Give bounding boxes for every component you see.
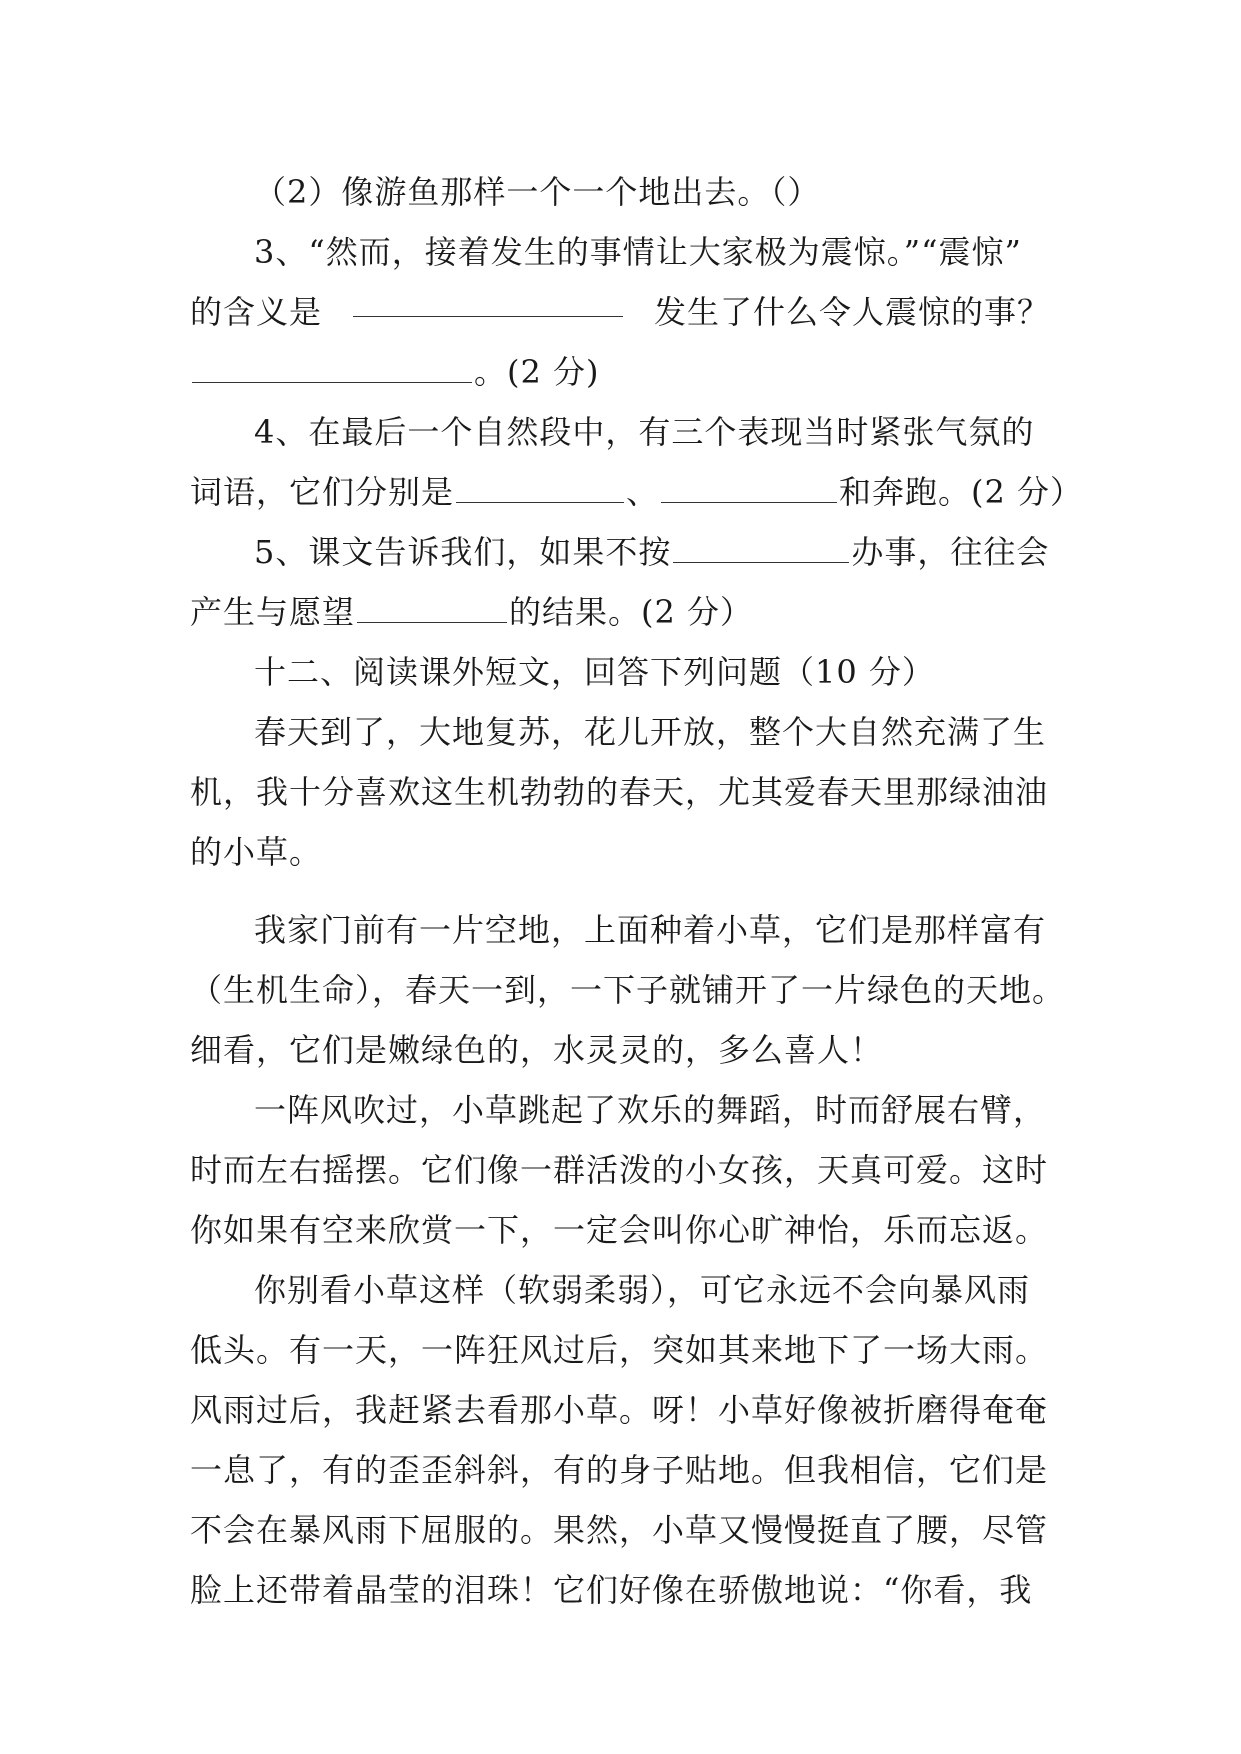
question-4-line-1: 4、在最后一个自然段中，有三个表现当时紧张气氛的 <box>254 413 1035 451</box>
paragraph-4-line-5: 不会在暴风雨下屈服的。果然，小草又慢慢挺直了腰，尽管 <box>190 1511 1049 1549</box>
question-5-prefix-2: 产生与愿望 <box>190 593 356 631</box>
paragraph-4-line-2: 低头。有一天，一阵狂风过后，突如其来地下了一场大雨。 <box>190 1331 1049 1369</box>
answer-blank[interactable] <box>192 348 472 383</box>
answer-blank[interactable] <box>353 282 623 317</box>
question-3-prefix: 的含义是 <box>190 293 323 331</box>
answer-blank[interactable] <box>661 468 837 503</box>
paragraph-2-line-3: 细看，它们是嫩绿色的，水灵灵的，多么喜人！ <box>190 1031 884 1069</box>
paragraph-gap <box>190 882 1050 900</box>
paragraph-2-line-1: 我家门前有一片空地，上面种着小草，它们是那样富有 <box>254 911 1047 949</box>
question-3-score: 。(2 分) <box>474 353 600 391</box>
question-3-line-3 <box>190 342 1050 402</box>
paragraph-3-line-1: 一阵风吹过，小草跳起了欢乐的舞蹈，时而舒展右臂， <box>254 1091 1047 1129</box>
paragraph-1-line-2: 机，我十分喜欢这生机勃勃的春天，尤其爱春天里那绿油油 <box>190 773 1049 811</box>
question-4-line-2 <box>190 462 1084 522</box>
section-12-title: 十二、阅读课外短文，回答下列问题（10 分） <box>254 653 935 691</box>
paragraph-1-line-3: 的小草。 <box>190 833 323 871</box>
paragraph-4-line-1: 你别看小草这样（软弱柔弱），可它永远不会向暴风雨 <box>254 1271 1031 1309</box>
paragraph-3-line-3: 你如果有空来欣赏一下，一定会叫你心旷神怡，乐而忘返。 <box>190 1211 1049 1249</box>
question-4-suffix: 和奔跑。(2 分） <box>839 473 1084 511</box>
question-4-prefix: 词语，它们分别是 <box>190 473 455 511</box>
question-5-score: 的结果。(2 分） <box>509 593 754 631</box>
paragraph-3-line-2: 时而左右摇摆。它们像一群活泼的小女孩，天真可爱。这时 <box>190 1151 1049 1189</box>
paragraph-2-line-2: （生机生命），春天一到，一下子就铺开了一片绿色的天地。 <box>190 971 1066 1009</box>
question-3-line-2 <box>190 282 1050 342</box>
question-5-prefix: 5、课文告诉我们，如果不按 <box>254 533 672 571</box>
question-3-suffix: 发生了什么令人震惊的事？ <box>653 293 1050 331</box>
paragraph-1-line-1: 春天到了，大地复苏，花儿开放，整个大自然充满了生 <box>254 713 1047 751</box>
paragraph-4-line-3: 风雨过后，我赶紧去看那小草。呀！小草好像被折磨得奄奄 <box>190 1391 1049 1429</box>
question-4-separator: 、 <box>626 473 660 511</box>
question-3-line-1: 3、“然而，接着发生的事情让大家极为震惊。”“震惊” <box>254 233 1022 271</box>
question-5-suffix: 办事，往往会 <box>851 533 1050 571</box>
answer-blank[interactable] <box>357 588 507 623</box>
answer-blank[interactable] <box>673 528 849 563</box>
answer-blank[interactable] <box>456 468 624 503</box>
question-2-item: （2）像游鱼那样一个一个地出去。（） <box>254 173 821 211</box>
question-5-line-1 <box>190 522 1050 582</box>
question-5-line-2 <box>190 582 1050 642</box>
paragraph-4-line-4: 一息了，有的歪歪斜斜，有的身子贴地。但我相信，它们是 <box>190 1451 1049 1489</box>
paragraph-4-line-6: 脸上还带着晶莹的泪珠！它们好像在骄傲地说：“你看，我 <box>190 1571 1033 1609</box>
document-body <box>190 162 1084 1620</box>
